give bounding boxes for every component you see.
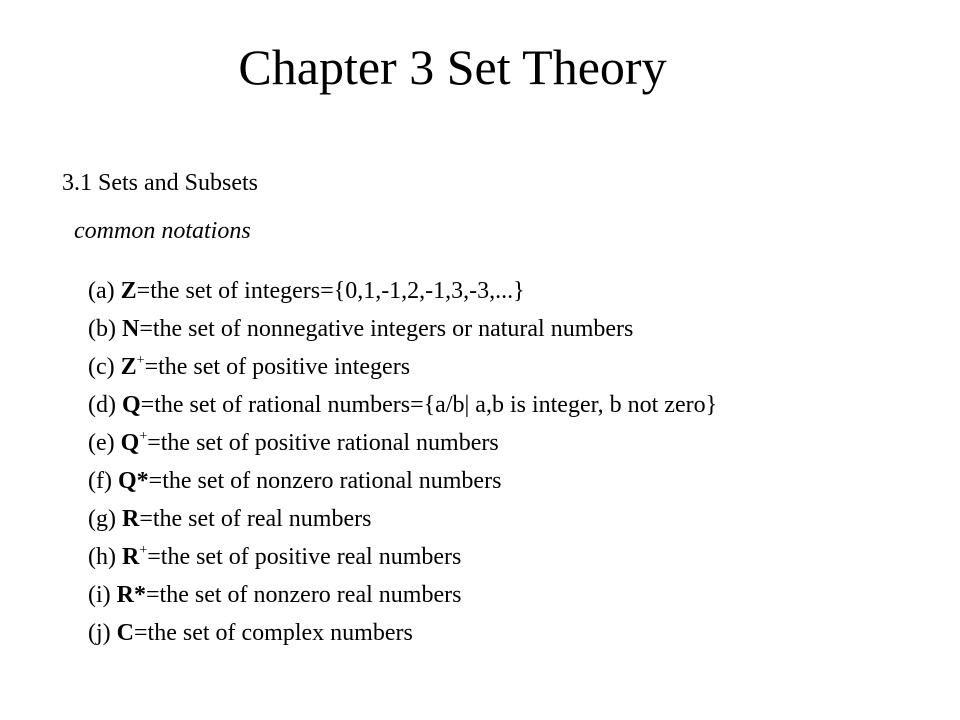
notation-item [88, 386, 717, 424]
item-marker: (d) [88, 392, 122, 418]
item-definition: =the set of rational numbers={a/b| a,b is integer, b not zero} [140, 392, 718, 418]
item-symbol: R [121, 544, 140, 570]
item-symbol: C [116, 620, 134, 646]
item-definition: =the set of complex numbers [134, 620, 413, 646]
item-definition: =the set of nonzero real numbers [146, 582, 462, 608]
item-superscript: + [139, 429, 148, 444]
subtitle: common notations [74, 218, 251, 244]
item-marker: (e) [88, 430, 121, 456]
item-definition: =the set of nonzero rational numbers [148, 468, 502, 494]
item-symbol: N [121, 316, 140, 342]
item-symbol: Q [121, 392, 141, 418]
notation-item [88, 462, 717, 500]
item-symbol: Q* [117, 468, 149, 494]
item-marker: (h) [88, 544, 122, 570]
item-marker: (i) [88, 582, 117, 608]
item-marker: (f) [88, 468, 118, 494]
item-marker: (a) [88, 278, 121, 304]
item-marker: (g) [88, 506, 122, 532]
item-symbol: Z [120, 354, 137, 380]
item-symbol: R* [116, 582, 146, 608]
notation-item [88, 500, 717, 538]
item-marker: (j) [88, 620, 117, 646]
notation-item [88, 424, 717, 462]
notation-item [88, 614, 717, 652]
item-definition: =the set of real numbers [139, 506, 372, 532]
section-heading: 3.1 Sets and Subsets [62, 170, 259, 196]
notation-list [88, 272, 717, 652]
notation-item [88, 272, 717, 310]
slide-title: Chapter 3 Set Theory [238, 39, 667, 95]
item-marker: (b) [88, 316, 122, 342]
notation-item [88, 538, 717, 576]
item-definition: =the set of nonnegative integers or natural numbers [139, 316, 634, 342]
item-definition: =the set of positive integers [144, 354, 411, 380]
item-superscript: + [136, 353, 145, 368]
item-symbol: Q [120, 430, 140, 456]
item-marker: (c) [88, 354, 121, 380]
notation-item [88, 576, 717, 614]
item-superscript: + [139, 543, 148, 558]
notation-item [88, 310, 717, 348]
item-symbol: R [121, 506, 140, 532]
item-symbol: Z [120, 278, 137, 304]
item-definition: =the set of integers={0,1,-1,2,-1,3,-3,...} [136, 278, 525, 304]
notation-item [88, 348, 717, 386]
item-definition: =the set of positive real numbers [147, 544, 462, 570]
item-definition: =the set of positive rational numbers [147, 430, 499, 456]
